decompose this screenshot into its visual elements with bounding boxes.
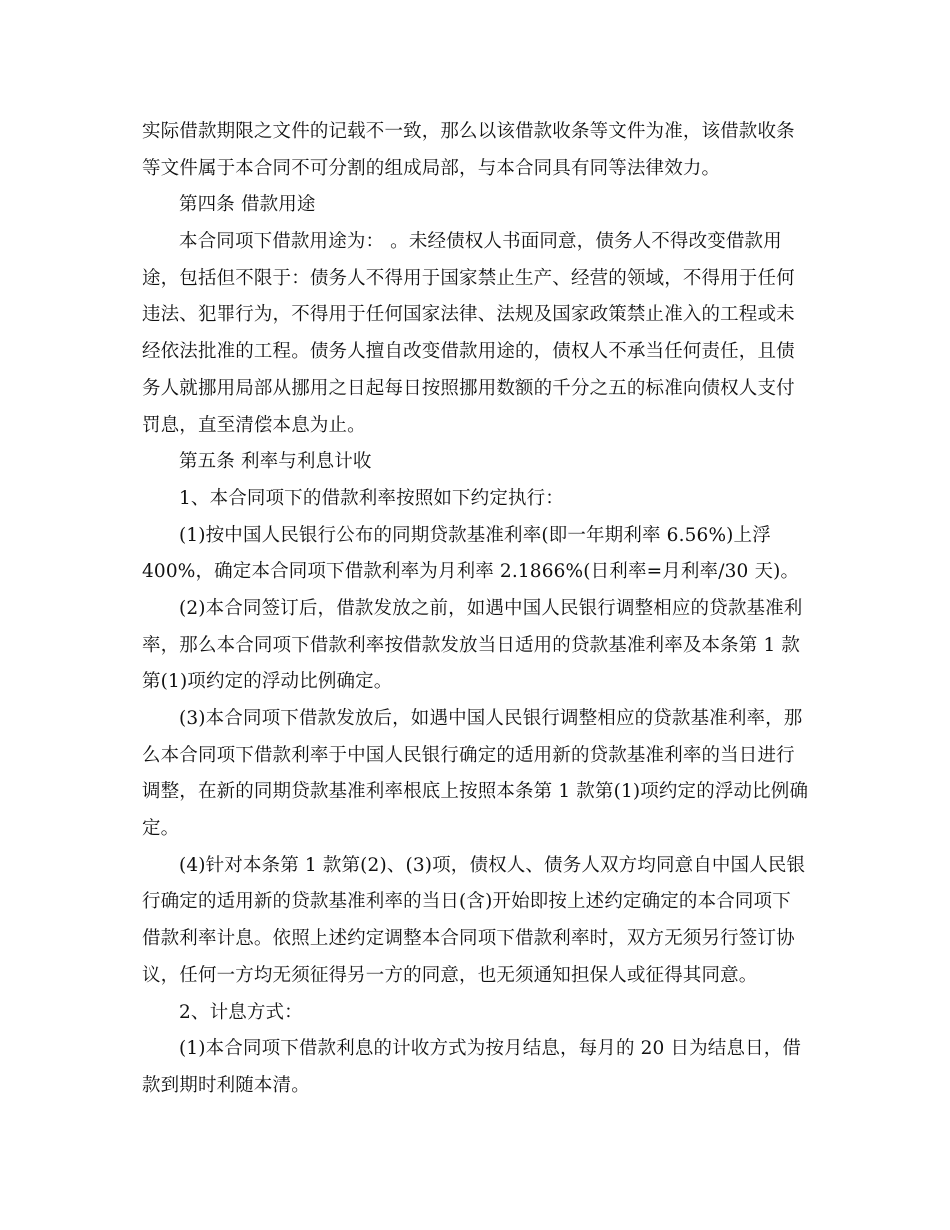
text-line: 本合同项下借款用途为： 。未经债权人书面同意，债务人不得改变借款用 bbox=[179, 231, 782, 253]
text-line: 罚息，直至清偿本息为止。 bbox=[142, 414, 366, 436]
text-line: 违法、犯罪行为，不得用于任何国家法律、法规及国家政策禁止准入的工程或未 bbox=[142, 304, 795, 326]
text-line: 务人就挪用局部从挪用之日起每日按照挪用数额的千分之五的标准向债权人支付 bbox=[142, 377, 795, 399]
text-line: 率，那么本合同项下借款利率按借款发放当日适用的贷款基准利率及本条第 1 款 bbox=[142, 634, 801, 656]
text-line: 第(1)项约定的浮动比例确定。 bbox=[142, 671, 393, 693]
text-line: 款到期时利随本清。 bbox=[142, 1074, 310, 1096]
text-line: 么本合同项下借款利率于中国人民银行确定的适用新的贷款基准利率的当日进行 bbox=[142, 744, 795, 766]
text-line: 经依法批准的工程。债务人擅自改变借款用途的，债权人不承当任何责任，且债 bbox=[142, 341, 795, 363]
text-line: (1)本合同项下借款利息的计收方式为按月结息，每月的 20 日为结息日，借 bbox=[179, 1038, 802, 1060]
text-line: 1、本合同项下的借款利率按照如下约定执行： bbox=[179, 487, 564, 509]
text-line: 2、计息方式： bbox=[179, 1001, 303, 1023]
text-line: 400%，确定本合同项下借款利率为月利率 2.1866%(日利率=月利率/30 天)。 bbox=[142, 561, 800, 583]
text-line: 等文件属于本合同不可分割的组成局部，与本合同具有同等法律效力。 bbox=[142, 157, 721, 179]
text-line: (1)按中国人民银行公布的同期贷款基准利率(即一年期利率 6.56%)上浮 bbox=[179, 524, 771, 546]
text-line: 借款利率计息。依照上述约定调整本合同项下借款利率时，双方无须另行签订协 bbox=[142, 928, 795, 950]
document-page bbox=[142, 114, 808, 1105]
text-line: 定。 bbox=[142, 818, 180, 840]
text-line: (4)针对本条第 1 款第(2)、(3)项，债权人、债务人双方均同意自中国人民银 bbox=[179, 854, 806, 876]
text-line: (2)本合同签订后，借款发放之前，如遇中国人民银行调整相应的贷款基准利 bbox=[179, 597, 803, 619]
text-line: 行确定的适用新的贷款基准利率的当日(含)开始即按上述约定确定的本合同项下 bbox=[142, 891, 791, 913]
text-line: 议，任何一方均无须征得另一方的同意，也无须通知担保人或征得其同意。 bbox=[142, 964, 758, 986]
text-line: 调整，在新的同期贷款基准利率根底上按照本条第 1 款第(1)项约定的浮动比例确 bbox=[142, 781, 809, 803]
article-4-heading: 第四条 借款用途 bbox=[179, 194, 316, 216]
article-5-heading: 第五条 利率与利息计收 bbox=[179, 451, 372, 473]
text-line: 途，包括但不限于：债务人不得用于国家禁止生产、经营的领域，不得用于任何 bbox=[142, 267, 795, 289]
text-line: 实际借款期限之文件的记载不一致，那么以该借款收条等文件为准，该借款收条 bbox=[142, 121, 795, 142]
text-line: (3)本合同项下借款发放后，如遇中国人民银行调整相应的贷款基准利率，那 bbox=[179, 708, 803, 729]
